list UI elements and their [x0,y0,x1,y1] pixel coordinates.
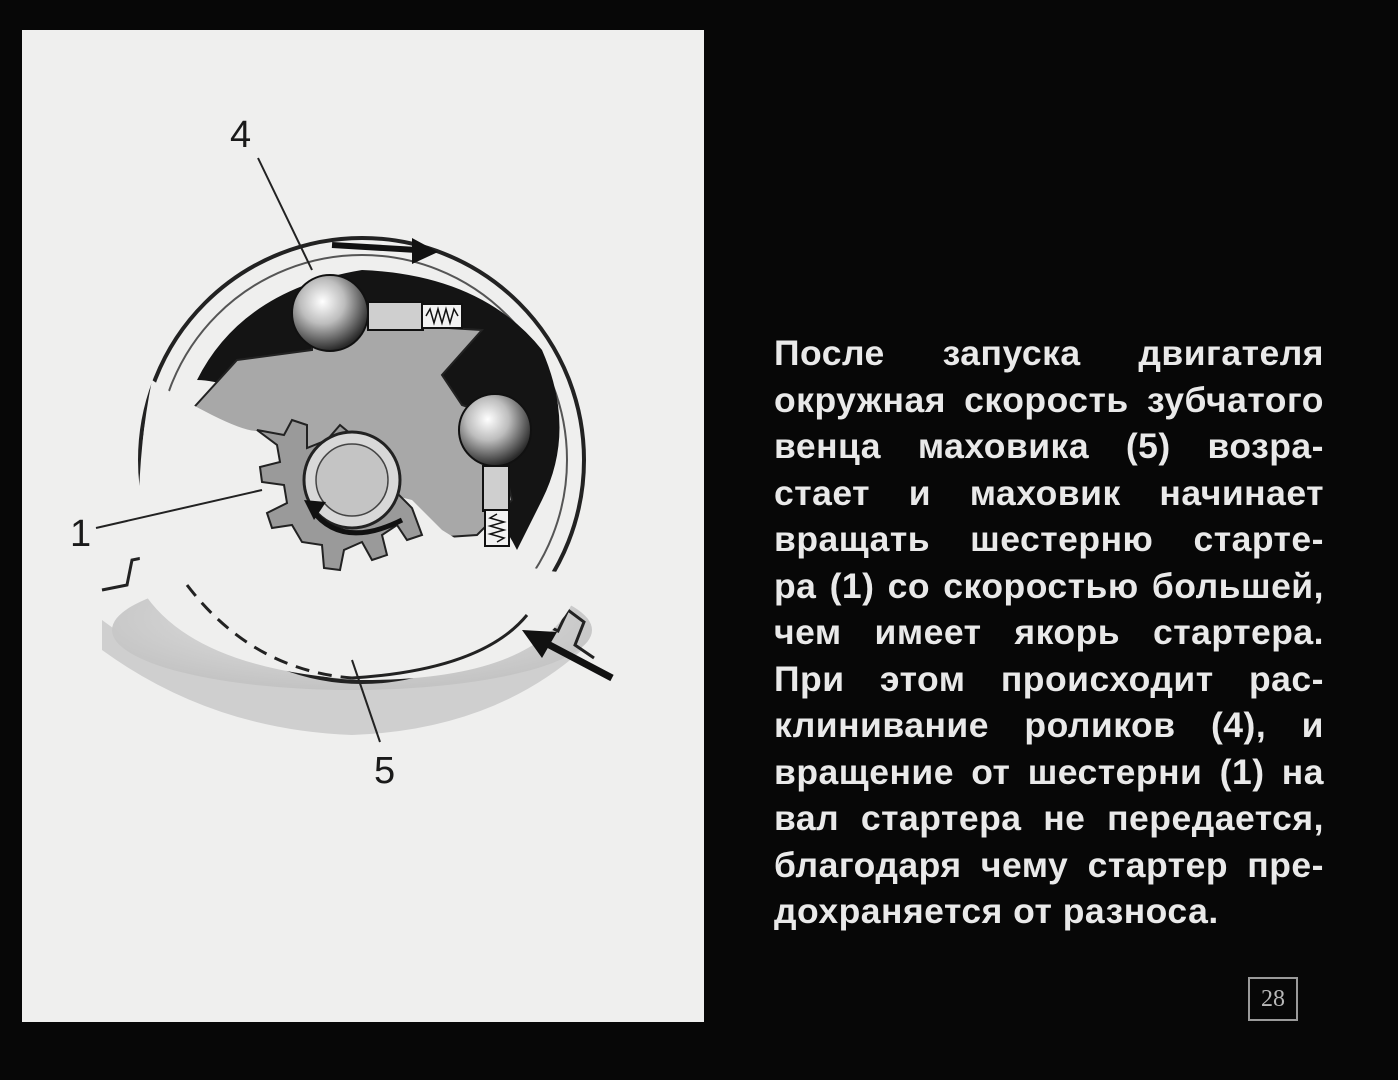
freewheel-clutch-diagram [22,30,704,1022]
text-line: венца маховика (5) возра- [774,426,1324,466]
description-text [774,330,1324,935]
callout-1: 1 [70,513,92,555]
housing-rotation-arrow [332,245,417,250]
text-line: вращение от шестерни (1) на [774,751,1324,792]
page-number: 28 [1248,977,1298,1021]
callout-5: 5 [374,750,396,792]
text-line: После запуска двигателя [774,333,1324,373]
text-line: окружная скорость зубчатого [774,379,1324,420]
text-line: ра (1) со скоростью большей, [774,565,1324,606]
text-line: дохраняется от разноса. [774,891,1219,931]
mechanism-illustration [22,30,704,1022]
text-line: При этом происходит рас- [774,658,1324,699]
text-line: чем имеет якорь стартера. [774,612,1324,652]
text-line: стает и маховик начинает [774,472,1324,513]
text-line: клинивание роликов (4), и [774,705,1324,745]
text-line: вал стартера не передается, [774,798,1324,838]
text-line: благодаря чему стартер пре- [774,844,1324,885]
callout-4: 4 [230,114,252,156]
text-line: вращать шестерню старте- [774,519,1324,559]
